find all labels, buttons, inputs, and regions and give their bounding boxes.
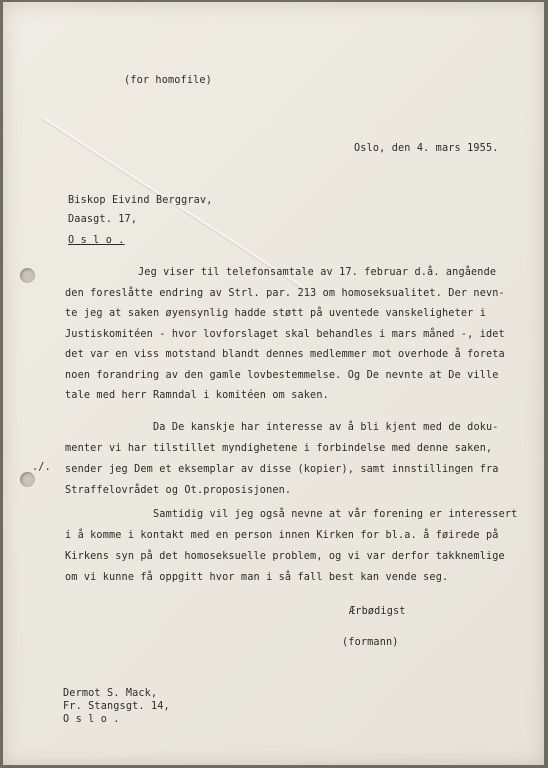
- p2-line: Straffelovrådet og Ot.proposisjonen.: [65, 485, 292, 496]
- recipient-name: Biskop Eivind Berggrav,: [68, 195, 213, 206]
- p2-line: sender jeg Dem et eksemplar av disse (kopier), samt innstillingen fra: [65, 464, 499, 475]
- p3-line: i å komme i kontakt med en person innen Kirken for bl.a. å føirede på: [65, 530, 499, 541]
- letter-sheet: [3, 2, 544, 765]
- p2-line: menter vi har tilstillet myndighetene i forbindelse med denne saken,: [65, 443, 493, 454]
- p3-line: Kirkens syn på det homoseksuelle problem, og vi var derfor takknemlige: [65, 551, 505, 562]
- p1-line: noen forandring av den gamle lovbestemmelse. Og De nevnte at De ville: [65, 369, 499, 381]
- closing: Ærbødigst: [349, 606, 406, 617]
- recipient-street: Daasgt. 17,: [68, 214, 138, 225]
- punch-hole-top: [20, 268, 35, 283]
- cc-street: Fr. Stangsgt. 14,: [63, 701, 170, 712]
- p3-line: om vi kunne få oppgitt hvor man i så fall best kan vende seg.: [65, 572, 449, 583]
- place-date: Oslo, den 4. mars 1955.: [354, 143, 499, 154]
- margin-mark: ./.: [32, 462, 51, 473]
- p1-line: tale med herr Ramndal i komitéen om saken.: [65, 390, 329, 401]
- p3-line: Samtidig vil jeg også nevne at vår forening er interessert: [153, 509, 518, 520]
- p1-line: te jeg at saken øyensynlig hadde støtt på uventede vanskeligheter i: [65, 308, 486, 319]
- p1-line: Jeg viser til telefonsamtale av 17. februar d.å. angående: [138, 267, 497, 278]
- punch-hole-bottom: [20, 472, 35, 487]
- cc-city: O s l o .: [63, 714, 120, 725]
- cc-name: Dermot S. Mack,: [63, 688, 158, 699]
- recipient-city: O s l o .: [68, 235, 125, 246]
- signature-role: (formann): [342, 637, 399, 648]
- header-note: (for homofile): [124, 75, 212, 86]
- p1-line: det var en viss motstand blandt dennes medlemmer mot overhode å foreta: [65, 349, 505, 360]
- p1-line: Justiskomitéen - hvor lovforslaget skal behandles i mars måned -, idet: [65, 328, 505, 340]
- p2-line: Da De kanskje har interesse av å bli kjent med de doku-: [153, 422, 499, 433]
- p1-line: den foreslåtte endring av Strl. par. 213 om homoseksualitet. Der nevn-: [65, 287, 505, 299]
